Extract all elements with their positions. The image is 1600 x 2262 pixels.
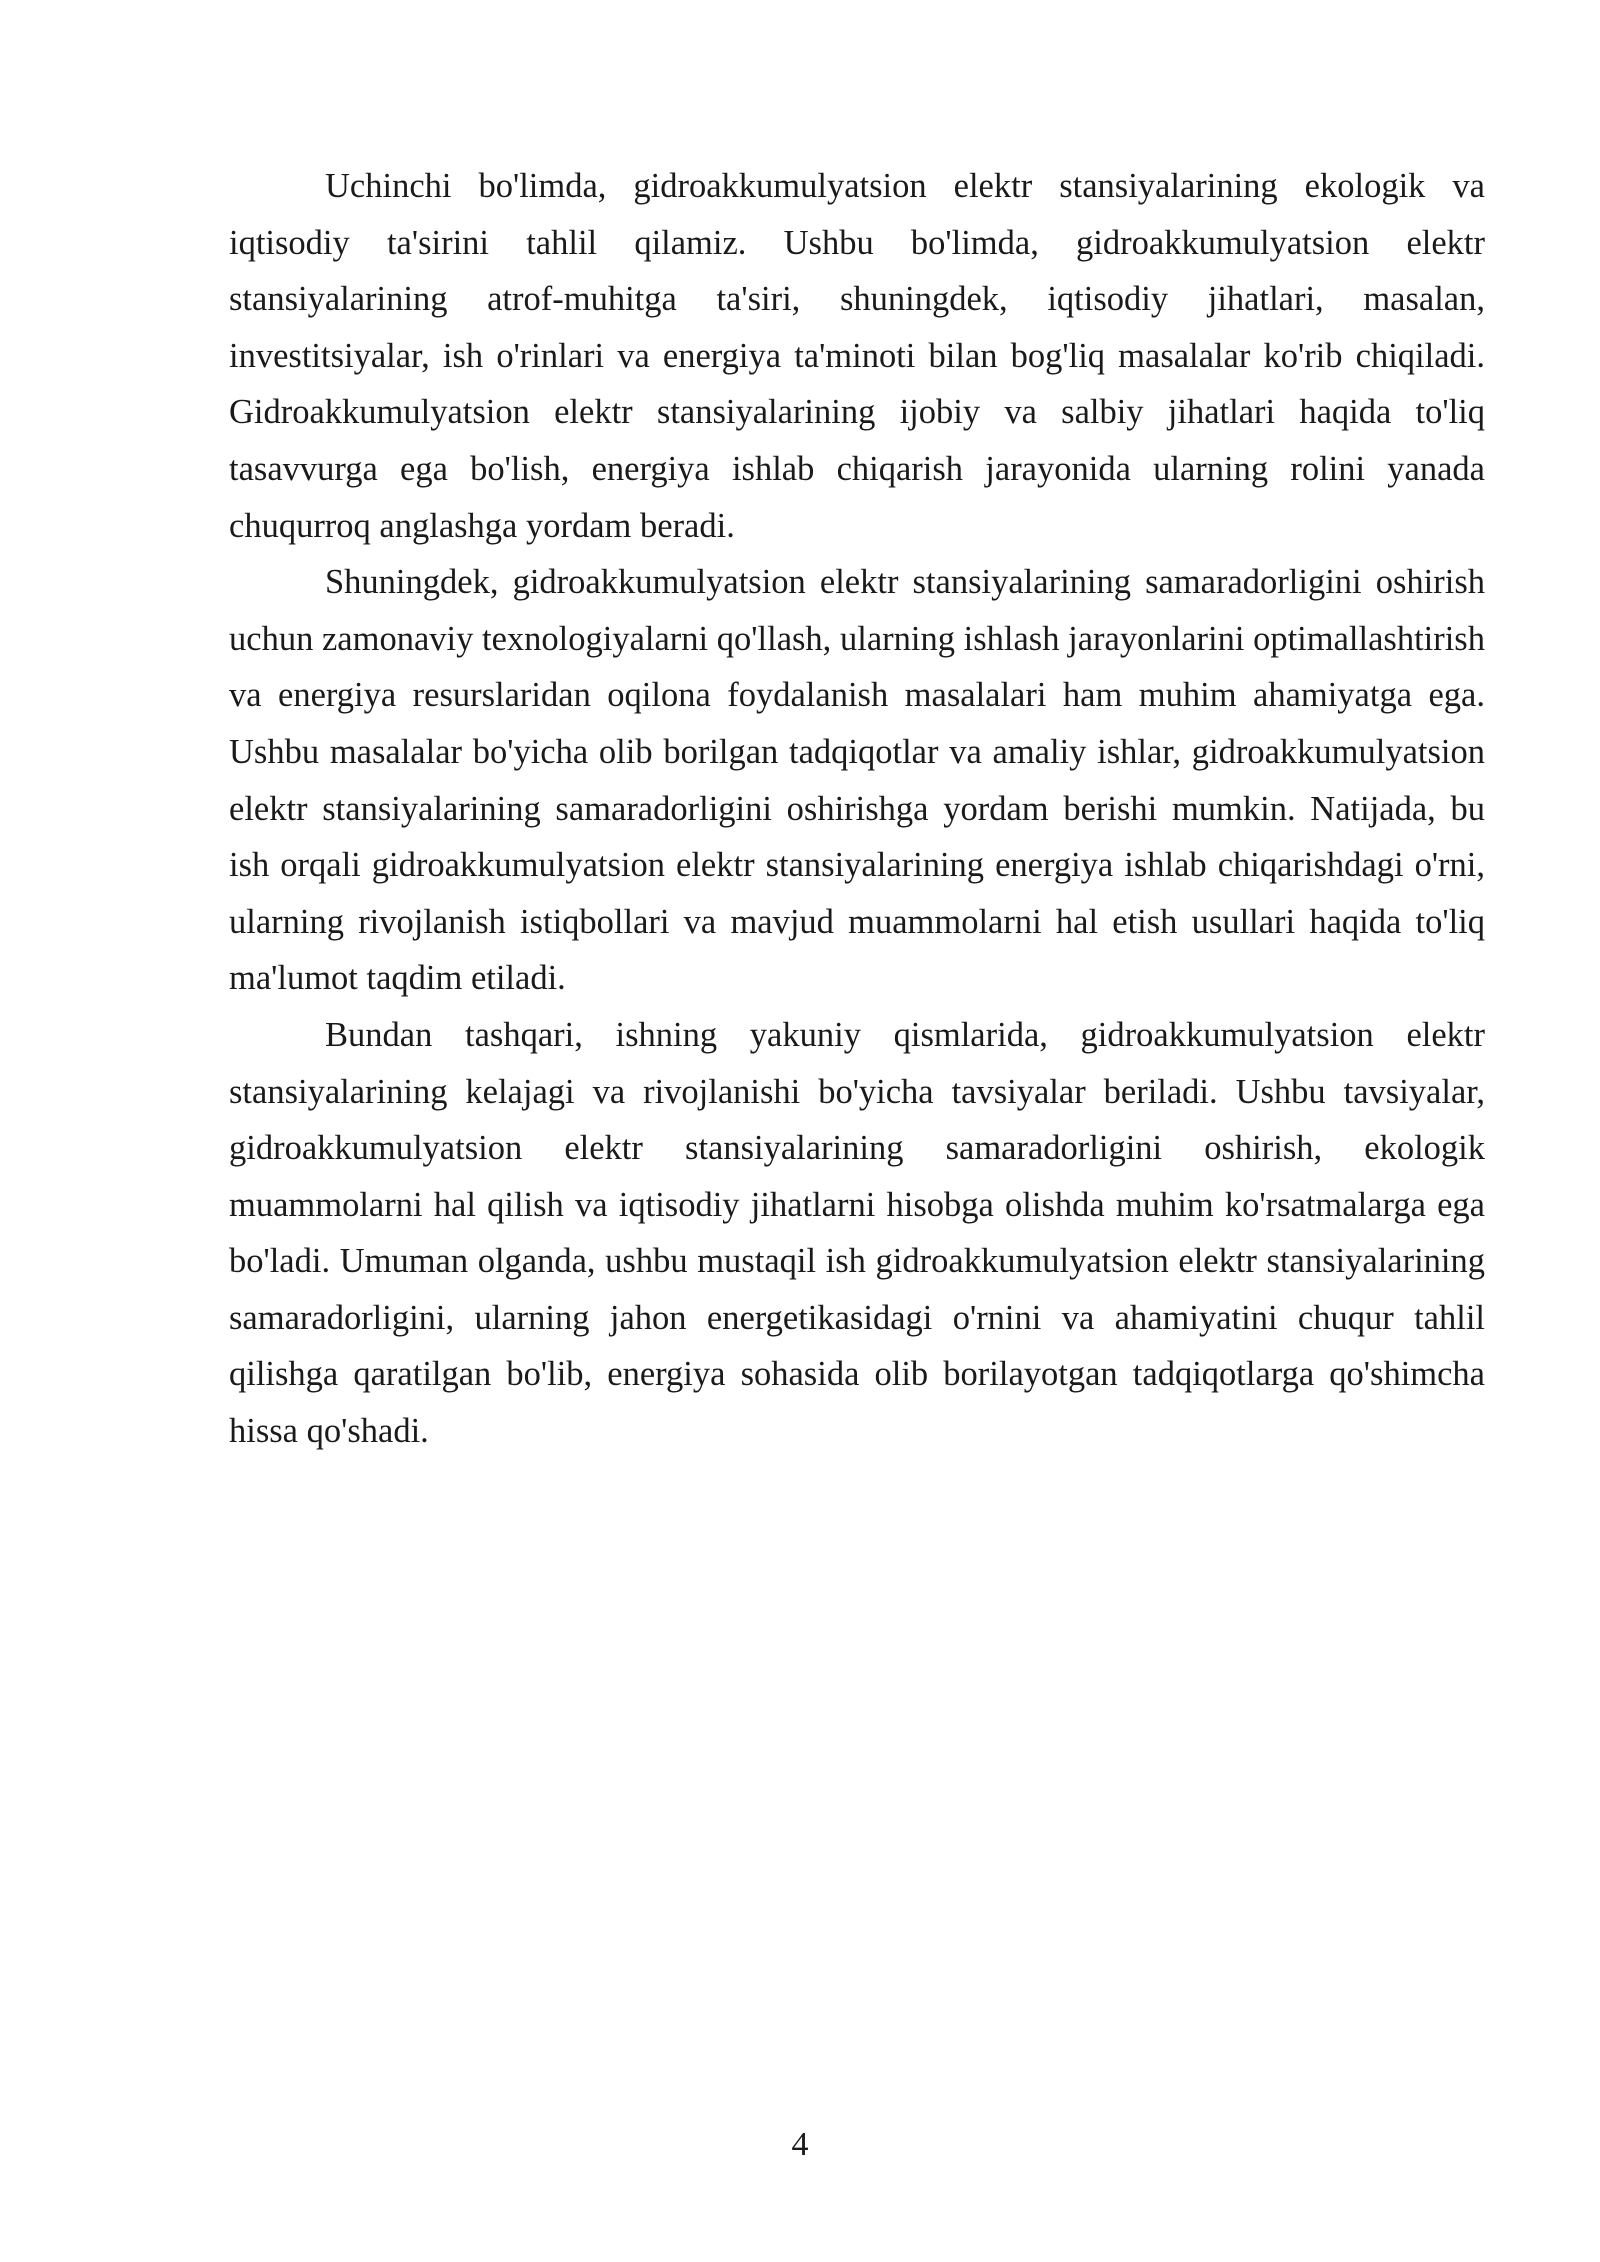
paragraph-3: Bundan tashqari, ishning yakuniy qismlarida, gidroakkumulyatsion elektr stansiyalarining kelajagi va rivojlanishi bo'yicha tavsiyalar beriladi. Ushbu tavsiyalar, gidroakkumulyatsion elektr stansiyalarining samaradorligini oshirish, ekologik muammolarni hal qilish va iqtisodiy jihatlarni hisobga olishda muhim ko'rsatmalarga ega bo'ladi. Umuman olganda, ushbu mustaqil ish gidroakkumulyatsion elektr stansiyalarining samaradorligini, ularning jahon energetikasidagi o'rnini va ahamiyatini chuqur tahlil qilishga qaratilgan bo'lib, energiya sohasida olib borilayotgan tadqiqotlarga qo'shimcha hissa qo'shadi. [229, 1015, 1485, 1451]
paragraph-1: Uchinchi bo'limda, gidroakkumulyatsion elektr stansiyalarining ekologik va iqtisodiy ta'sirini tahlil qilamiz. Ushbu bo'limda, gidroakkumulyatsion elektr stansiyalarining atrof-muhitga ta'siri, shuningdek, iqtisodiy jihatlari, masalan, investitsiyalar, ish o'rinlari va energiya ta'minoti bilan bog'liq masalalar ko'rib chiqiladi. Gidroakkumulyatsion elektr stansiyalarining ijobiy va salbiy jihatlari haqida to'liq tasavvurga ega bo'lish, energiya ishlab chiqarish jarayonida ularning rolini yanada chuqurroq anglashga yordam beradi. [229, 167, 1485, 545]
body-text [229, 158, 1485, 1460]
paragraph-2: Shuningdek, gidroakkumulyatsion elektr stansiyalarining samaradorligini oshirish uchun zamonaviy texnologiyalarni qo'llash, ularning ishlash jarayonlarini optimallashtirish va energiya resurslaridan oqilona foydalanish masalalari ham muhim ahamiyatga ega. Ushbu masalalar bo'yicha olib borilgan tadqiqotlar va amaliy ishlar, gidroakkumulyatsion elektr stansiyalarining samaradorligini oshirishga yordam berishi mumkin. Natijada, bu ish orqali gidroakkumulyatsion elektr stansiyalarining energiya ishlab chiqarishdagi o'rni, ularning rivojlanish istiqbollari va mavjud muammolarni hal etish usullari haqida to'liq ma'lumot taqdim etiladi. [229, 563, 1485, 998]
page-number: 4 [791, 2126, 809, 2163]
